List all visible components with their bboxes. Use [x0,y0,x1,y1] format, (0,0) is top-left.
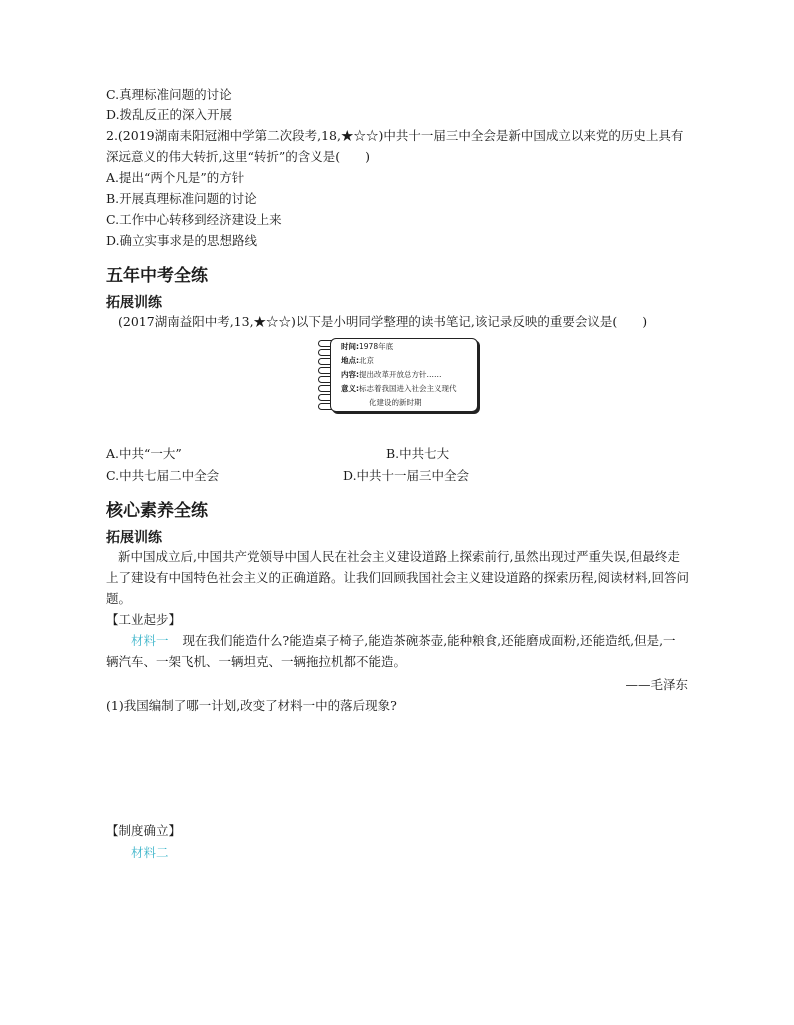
material-1-line1: 材料一 现在我们能造什么?能造桌子椅子,能造茶碗茶壶,能种粮食,还能磨成面粉,还能造纸,但是,一 [131,633,676,648]
section-subtitle-extension-2: 拓展训练 [106,530,162,546]
question-3-option-d: D.中共十一届三中全会 [343,468,470,483]
section-title-five-year: 五年中考全练 [106,266,208,286]
intro-line3: 题。 [106,591,132,606]
part-title-system: 【制度确立】 [106,823,182,838]
intro-line1: 新中国成立后,中国共产党领导中国人民在社会主义建设道路上探索前行,虽然出现过严重失误,但最终走 [118,549,680,564]
question-3-stem: (2017湖南益阳中考,13,★☆☆)以下是小明同学整理的读书笔记,该记录反映的重要会议是( ) [118,314,648,329]
part-title-industry: 【工业起步】 [106,612,182,627]
notebook-meaning-cont: 化建设的新时期 [369,398,422,407]
notebook-place: 地点:北京 [341,356,374,365]
question-2-option-a: A.提出“两个凡是”的方针 [106,170,245,185]
question-2-option-b: B.开展真理标准问题的讨论 [106,191,257,206]
question-3-option-c: C.中共七届二中全会 [106,468,220,483]
question-2-stem-line2: 深远意义的伟大转折,这里“转折”的含义是( ) [106,149,371,164]
reading-notebook-illustration [312,334,482,416]
question-2-stem-line1: 2.(2019湖南耒阳冠湘中学第二次段考,18,★☆☆)中共十一届三中全会是新中国成立以来党的历史上具有 [106,128,684,143]
question-2-option-d: D.确立实事求是的思想路线 [106,233,258,248]
intro-line2: 上了建设有中国特色社会主义的正确道路。让我们回顾我国社会主义建设道路的探索历程,阅读材料,回答问 [106,570,689,585]
question-2-option-c: C.工作中心转移到经济建设上来 [106,212,282,227]
notebook-content: 内容:提出改革开放总方针…… [341,370,442,379]
material-1-source: ——毛泽东 [625,677,688,692]
section-title-core-literacy: 核心素养全练 [106,501,208,521]
sub-question-1: (1)我国编制了哪一计划,改变了材料一中的落后现象? [106,698,397,713]
option-d: D.拨乱反正的深入开展 [106,107,233,122]
question-3-option-a: A.中共“一大” [106,446,182,461]
question-3-option-b: B.中共七大 [386,446,450,461]
option-c: C.真理标准问题的讨论 [106,87,232,102]
section-subtitle-extension: 拓展训练 [106,295,162,311]
notebook-time: 时间:1978年底 [341,342,394,351]
material-1-line2: 辆汽车、一架飞机、一辆坦克、一辆拖拉机都不能造。 [106,654,407,669]
material-1-label: 材料一 [131,633,169,648]
material-2-label: 材料二 [131,845,169,860]
notebook-meaning: 意义:标志着我国进入社会主义现代 [341,384,457,393]
